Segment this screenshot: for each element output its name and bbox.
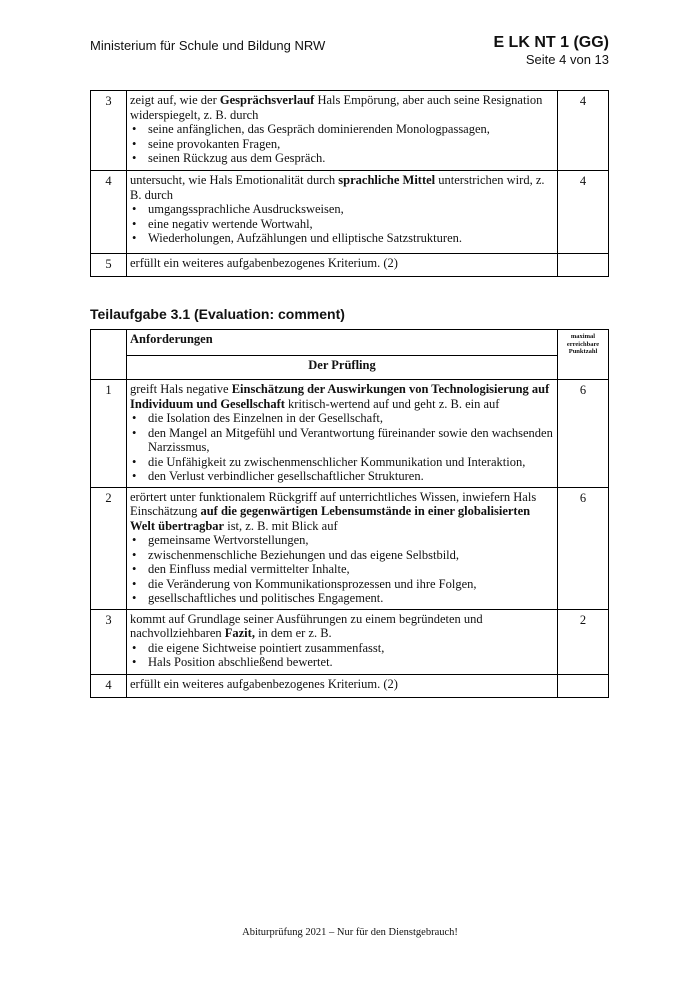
bullet-list [130, 202, 554, 246]
criterion-points: 4 [558, 91, 609, 171]
criterion-keyword: Einschätzung der Auswirkungen von Technologisierung auf Individuum und Gesellschaft [130, 382, 550, 411]
criterion-text: kommt auf Grundlage seiner Ausführungen zu einem begründeten und nachvollziehbaren Fazit, in dem er z. B. • die eigene Sichtweise pointiert zusammenfasst, • Hals Position abschließend bewertet. [127, 609, 558, 674]
criterion-points: 4 [558, 171, 609, 254]
section-title: Teilaufgabe 3.1 (Evaluation: comment) [90, 306, 345, 322]
table-header-row [91, 330, 609, 356]
criterion-keyword: auf die gegenwärtigen Lebensumstände in einer globalisierten Welt übertragbar [130, 504, 531, 533]
criterion-number: 3 [91, 91, 127, 171]
criterion-text: erörtert unter funktionalem Rückgriff auf unterrichtliches Wissen, inwiefern Hals Einschätzung auf die gegenwärtigen Lebensumstände in einer globalisierten Welt übertragbar ist, z. B. mit Blick auf • gemeinsame Wertvorstellungen, • zwischenmenschliche Beziehungen und das eigene Selbstbild, • den Einfluss medial vermittelter Inhalte, • die Veränderung von Kommunikationsprozessen und ihre Folgen, • gesellschaftliches und politisches Engagement. [127, 487, 558, 609]
list-item: • Wiederholungen, Aufzählungen und elliptische Satzstrukturen. [148, 231, 554, 246]
list-item: • den Verlust verbindlicher gesellschaftlicher Strukturen. [148, 469, 554, 484]
table-row [91, 487, 609, 609]
list-item: • seinen Rückzug aus dem Gespräch. [148, 151, 554, 166]
list-item: • gemeinsame Wertvorstellungen, [148, 533, 554, 548]
list-item: • den Mangel an Mitgefühl und Verantwortung füreinander sowie den wachsenden Narzissmus, [148, 426, 554, 455]
table-row [91, 674, 609, 697]
empty-header-cell [91, 330, 127, 380]
list-item: • gesellschaftliches und politisches Engagement. [148, 591, 554, 606]
criterion-number: 4 [91, 171, 127, 254]
criterion-keyword: Fazit, [224, 626, 255, 640]
table-row [91, 254, 609, 277]
list-item: • Hals Position abschließend bewertet. [148, 655, 554, 670]
criterion-text: greift Hals negative Einschätzung der Auswirkungen von Technologisierung auf Individuum und Gesellschaft kritisch-wertend auf und geht z. B. ein auf • die Isolation des Einzelnen in der Gesellschaft, • den Mangel an Mitgefühl und Verantwortung füreinander sowie den wachsenden Narzissmus, • die Unfähigkeit zu zwischenmenschlicher Kommunikation und Interaktion, • den Verlust verbindlicher gesellschaftlicher Strukturen. [127, 380, 558, 488]
criterion-text: untersucht, wie Hals Emotionalität durch sprachliche Mittel unterstrichen wird, z. B. durch • umgangssprachliche Ausdrucksweisen, • eine negativ wertende Wortwahl, • Wiederholungen, Aufzählungen und elliptische Satzstrukturen. [127, 171, 558, 254]
criterion-points: 6 [558, 380, 609, 488]
table-row [91, 609, 609, 674]
max-points-header: maximal erreichbare Punktzahl [558, 330, 609, 380]
list-item: • die Veränderung von Kommunikationsprozessen und ihre Folgen, [148, 577, 554, 592]
criterion-points: 6 [558, 487, 609, 609]
list-item: • seine provokanten Fragen, [148, 137, 554, 152]
bullet-list [130, 411, 554, 484]
bullet-list [130, 122, 554, 166]
criterion-text: erfüllt ein weiteres aufgabenbezogenes Kriterium. (2) [127, 674, 558, 697]
criterion-number: 3 [91, 609, 127, 674]
candidate-header: Der Prüfling [127, 356, 558, 380]
exam-code: E LK NT 1 (GG) [493, 34, 609, 51]
table-subheader-row [91, 356, 609, 380]
bullet-list [130, 533, 554, 606]
list-item: • die eigene Sichtweise pointiert zusammenfasst, [148, 641, 554, 656]
list-item: • zwischenmenschliche Beziehungen und das eigene Selbstbild, [148, 548, 554, 563]
criterion-keyword: Gesprächsverlauf [219, 93, 315, 107]
ministry-name: Ministerium für Schule und Bildung NRW [90, 38, 326, 53]
requirements-header: Anforderungen [127, 330, 558, 356]
document-header [493, 34, 609, 67]
table-row [91, 380, 609, 488]
list-item: • den Einfluss medial vermittelter Inhalte, [148, 562, 554, 577]
list-item: • eine negativ wertende Wortwahl, [148, 217, 554, 232]
list-item: • die Unfähigkeit zu zwischenmenschlicher Kommunikation und Interaktion, [148, 455, 554, 470]
criterion-number: 1 [91, 380, 127, 488]
evaluation-criteria-table [90, 329, 609, 698]
list-item: • umgangssprachliche Ausdrucksweisen, [148, 202, 554, 217]
criterion-text: erfüllt ein weiteres aufgabenbezogenes Kriterium. (2) [127, 254, 558, 277]
list-item: • die Isolation des Einzelnen in der Gesellschaft, [148, 411, 554, 426]
criterion-points [558, 254, 609, 277]
criteria-table-continued [90, 90, 609, 277]
page-footer: Abiturprüfung 2021 – Nur für den Dienstgebrauch! [242, 927, 458, 938]
criterion-number: 5 [91, 254, 127, 277]
page-number: Seite 4 von 13 [525, 52, 609, 67]
bullet-list [130, 641, 554, 670]
table-row [91, 91, 609, 171]
criterion-points [558, 674, 609, 697]
criterion-number: 4 [91, 674, 127, 697]
criterion-text: zeigt auf, wie der Gesprächsverlauf Hals Empörung, aber auch seine Resignation widerspiegelt, z. B. durch • seine anfänglichen, das Gespräch dominierenden Monologpassagen, • seine provokanten Fragen, • seinen Rückzug aus dem Gespräch. [127, 91, 558, 171]
criterion-points: 2 [558, 609, 609, 674]
criterion-number: 2 [91, 487, 127, 609]
criterion-keyword: sprachliche Mittel [338, 173, 436, 187]
table-row [91, 171, 609, 254]
list-item: • seine anfänglichen, das Gespräch dominierenden Monologpassagen, [148, 122, 554, 137]
